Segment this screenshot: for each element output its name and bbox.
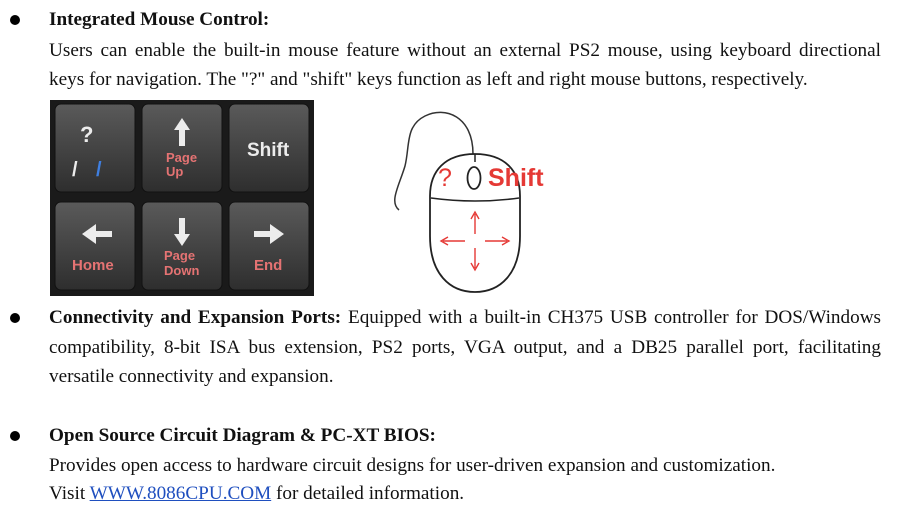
keyboard-keys-illustration	[50, 100, 314, 296]
website-link[interactable]: WWW.8086CPU.COM	[89, 483, 272, 504]
feature-text-line: Connectivity and Expansion Ports: Equipped with a built-in CH375 USB controller for DOS/Windows	[49, 307, 882, 328]
svg-text:/: /	[96, 159, 102, 181]
svg-text:Page: Page	[164, 248, 196, 263]
feature-text-line: keys for navigation. The "?" and "shift" keys function as left and right mouse buttons, respectively.	[49, 69, 808, 90]
feature-text-line: compatibility, 8-bit ISA bus extension, PS2 ports, VGA output, and a DB25 parallel port, facilitating	[49, 337, 881, 358]
home-key	[55, 202, 135, 290]
visit-line: Visit WWW.8086CPU.COM for detailed information.	[49, 483, 465, 504]
svg-text:Page: Page	[166, 150, 198, 165]
question-key	[55, 104, 135, 192]
mouse-illustration	[385, 106, 570, 294]
feature-text-line: Provides open access to hardware circuit designs for user-driven expansion and customization.	[49, 455, 776, 476]
right-button-label: Shift	[488, 164, 544, 192]
svg-text:End: End	[254, 257, 283, 274]
scroll-wheel	[468, 167, 481, 189]
svg-text:Shift: Shift	[247, 140, 290, 161]
page-up-key	[142, 104, 222, 192]
svg-text:Home: Home	[72, 257, 114, 274]
feature-title-connectivity: Connectivity and Expansion Ports:	[49, 307, 342, 328]
feature-text-line: Users can enable the built-in mouse feature without an external PS2 mouse, using keyboard directional	[49, 40, 881, 61]
shift-key	[229, 104, 309, 192]
svg-text:/: /	[72, 159, 78, 181]
svg-text:?: ?	[80, 122, 94, 147]
bullet-icon	[10, 313, 20, 323]
feature-text-line: versatile connectivity and expansion.	[49, 366, 334, 387]
svg-text:Up: Up	[166, 164, 184, 179]
left-button-label: ?	[438, 164, 452, 192]
feature-title-open-source: Open Source Circuit Diagram & PC-XT BIOS:	[49, 425, 436, 446]
bullet-icon	[10, 15, 20, 25]
svg-text:Down: Down	[164, 263, 200, 278]
page-down-key	[142, 202, 222, 290]
end-key	[229, 202, 309, 290]
feature-title-mouse: Integrated Mouse Control:	[49, 9, 270, 30]
bullet-icon	[10, 431, 20, 441]
